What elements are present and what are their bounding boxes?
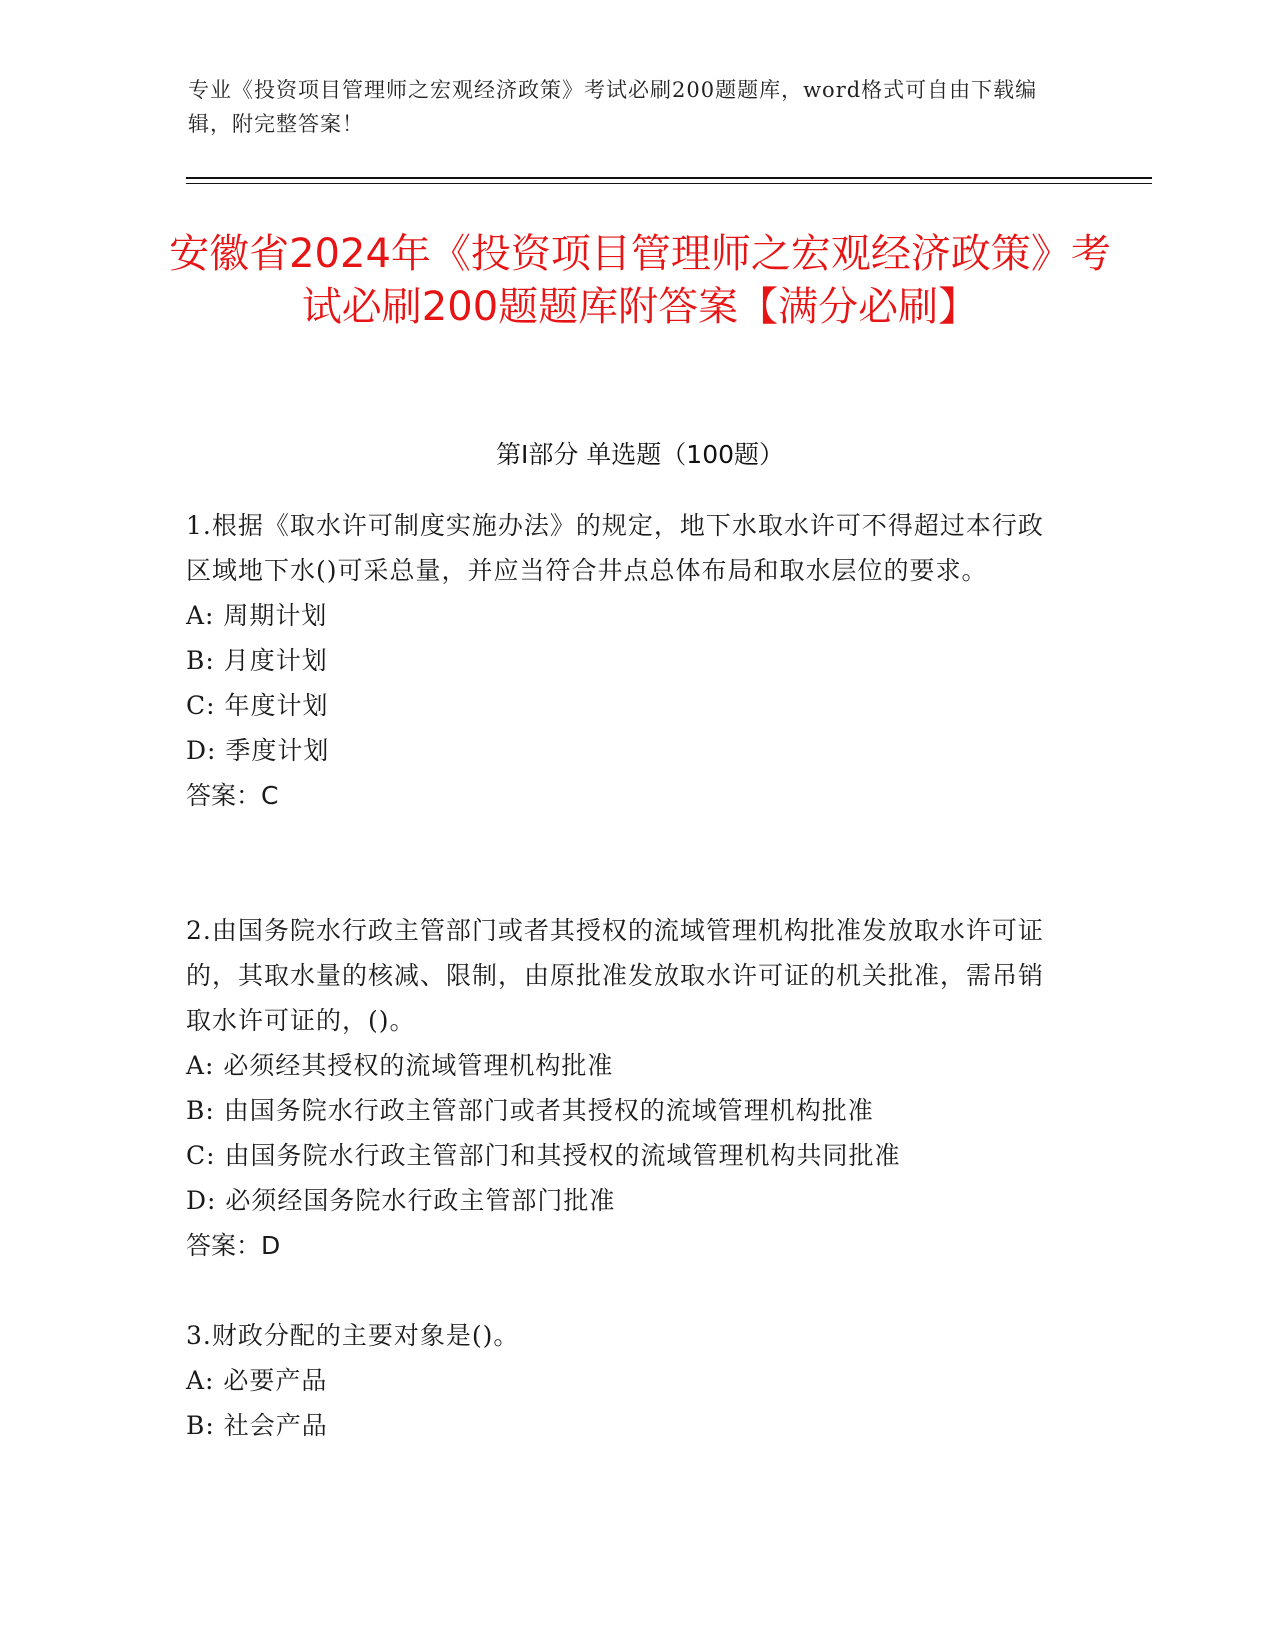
option-c: C: 由国务院水行政主管部门和其授权的流域管理机构共同批准 [186,1141,901,1170]
option-d: D: 季度计划 [186,736,330,765]
option-b: B: 社会产品 [186,1411,328,1440]
header-note: 专业《投资项目管理师之宏观经济政策》考试必刷200题题库，word格式可自由下载编辑，附完整答案！ [188,78,1038,136]
option-b: B: 月度计划 [186,646,328,675]
option-b: B: 由国务院水行政主管部门或者其授权的流域管理机构批准 [186,1096,874,1125]
answer-line: 答案：D [186,1231,281,1260]
question-1 [186,503,1066,818]
header-divider-thick [186,177,1152,179]
question-2 [186,908,1066,1268]
section-title: 第I部分 单选题（100题） [495,440,785,469]
option-c: C: 年度计划 [186,691,329,720]
question-stem: 2.由国务院水行政主管部门或者其授权的流域管理机构批准发放取水许可证的，其取水量的核减、限制，由原批准发放取水许可证的机关批准，需吊销取水许可证的，()。 [186,916,1045,1035]
question-3 [186,1313,1066,1448]
option-a: A: 必须经其授权的流域管理机构批准 [186,1051,614,1080]
option-d: D: 必须经国务院水行政主管部门批准 [186,1186,616,1215]
option-list [186,1358,1066,1448]
option-list [186,1043,1066,1223]
question-stem: 3.财政分配的主要对象是()。 [186,1321,520,1350]
option-list [186,593,1066,773]
header-divider-thin [186,183,1152,184]
option-a: A: 必要产品 [186,1366,328,1395]
answer-line: 答案：C [186,781,279,810]
question-stem: 1.根据《取水许可制度实施办法》的规定，地下水取水许可不得超过本行政区域地下水()可采总量，并应当符合井点总体布局和取水层位的要求。 [186,511,1044,585]
option-a: A: 周期计划 [186,601,328,630]
document-title: 安徽省2024年《投资项目管理师之宏观经济政策》考试必刷200题题库附答案【满分必刷】 [169,231,1111,330]
